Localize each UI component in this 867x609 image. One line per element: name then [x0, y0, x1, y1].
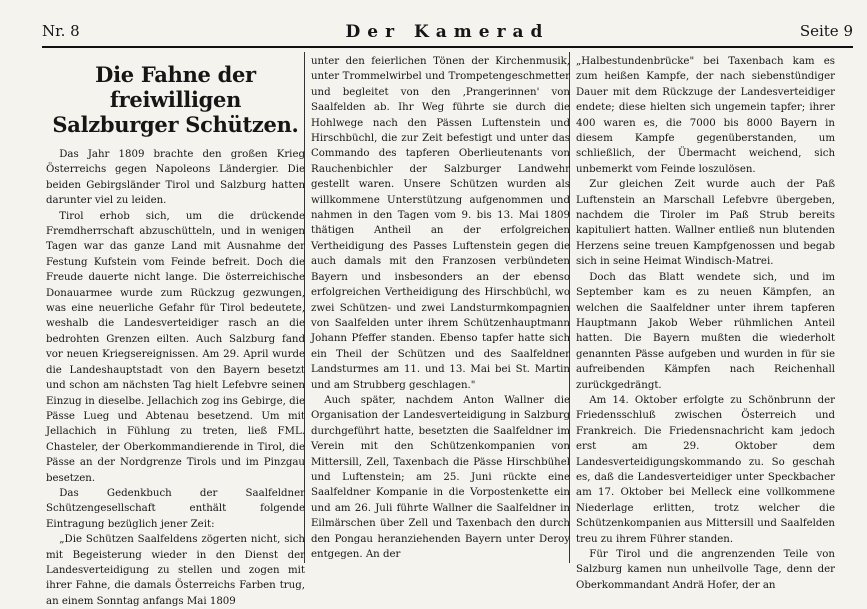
article-column-3 [576, 54, 835, 591]
paragraph: Das Jahr 1809 brachte den großen Krieg Österreichs gegen Napoleons Ländergier. Die beiden Gebirgsländer Tirol und Salzburg hatten darunter viel zu leiden. [46, 149, 305, 207]
article-title: Die Fahne der freiwilligen Salzburger Schützen. [52, 62, 299, 137]
masthead-title: Der Kamerad [345, 22, 550, 42]
paragraph: Das Gedenkbuch der Saalfeldner Schützengesellschaft enthält folgende Eintragung bezüglich jener Zeit: [46, 487, 305, 530]
page-header [42, 22, 853, 44]
paragraph: Tirol erhob sich, um die drückende Fremdherrschaft abzuschütteln, und in wenigen Tagen war das ganze Land mit Ausnahme der Festung Kufstein vom Feinde befreit. Doch die Freude dauerte nicht lange. Die österreichische Donauarmee wurde zum Rückzug gezwungen, was eine neuerliche Gefahr für Tirol bedeutete, weshalb die Landesverteidiger rasch an die bedrohten Grenzen eilten. Auch Salzburg fand vor neuen Kriegsereignissen. Am 29. April wurde die Landeshauptstadt von den Bayern besetzt und schon am nächsten Tag hielt Lefebvre seinen Einzug in dieselbe. Jellachich zog ins Gebirge, die Pässe Lueg und Abtenau besetzend. Um mit Jellachich in Fühlung zu treten, ließ FML. Chasteler, der Oberkommandierende in Tirol, die Pässe an der Nordgrenze Tirols und im Pinzgau besetzen. [46, 210, 305, 484]
paragraph: unter den feierlichen Tönen der Kirchenmusik, unter Trommelwirbel und Trompetengeschmetter und begleitet von den ‚Prangerinnen' von Saalfelden ab. Ihr Weg führte sie durch die Hohlwege nach den Pässen Luftenstein und Hirschbüchl, die zur Zeit befestigt und unter das Commando des tapferen Oberlieutenants von Rauchenbichler der Salzburger Landwehr gestellt waren. Unsere Schützen wurden als willkommene Unterstützung aufgenommen und nahmen in den Tagen vom 9. bis 13. Mai 1809 thätigen Antheil an der erfolgreichen Vertheidigung des Passes Luftenstein gegen die auch damals mit den Franzosen verbündeten Bayern und insbesonders an der ebenso erfolgreichen Vertheidigung des Hirschbüchl, wo zwei Schützen- und zwei Landsturmkompagnien von Saalfelden unter ihrem Schützenhauptmann Johann Pfeffer standen. Ebenso tapfer hatte sich ein Theil der Schützen und des Saalfeldner Landsturmes am 11. und 13. Mai bei St. Martin und am Strubberg geschlagen." [311, 56, 570, 391]
paragraph: „Die Schützen Saalfeldens zögerten nicht, sich mit Begeisterung wieder in den Dienst der Landesverteidigung zu stellen und zogen mit ihrer Fahne, die damals Österreichs Farben trug, an einem Sonntag anfangs Mai 1809 [46, 534, 305, 607]
article-column-2 [311, 54, 570, 563]
issue-number: Nr. 8 [42, 22, 80, 40]
paragraph: Am 14. Oktober erfolgte zu Schönbrunn der Friedensschluß zwischen Österreich und Frankreich. Die Friedensnachricht kam jedoch erst am 29. Oktober dem Landesverteidigungskommando zu. So geschah es, daß die Landesverteidiger unter Speckbacher am 17. Oktober bei Melleck eine vollkommene Niederlage erlitten, trotz welcher die Schützenkompanien aus Mittersill und Saalfelden treu zu ihrem Führer standen. [576, 394, 835, 545]
paragraph: Zur gleichen Zeit wurde auch der Paß Luftenstein an Marschall Lefebvre übergeben, nachdem die Tiroler im Paß Strub bereits kapituliert hatten. Wallner entließ nun blutenden Herzens seine treuen Kampfgenossen und begab sich in seine Heimat Windisch-Matrei. [576, 179, 835, 268]
paragraph: Für Tirol und die angrenzenden Teile von Salzburg kamen nun unheilvolle Tage, denn der Oberkommandant Andrä Hofer, der an [576, 549, 835, 591]
article-column-1 [46, 54, 305, 607]
paragraph: Auch später, nachdem Anton Wallner die Organisation der Landesverteidigung in Salzburg durchgeführt hatte, besetzten die Saalfeldner im Verein mit den Schützenkompanien von Mittersill, Zell, Taxenbach die Pässe Hirschbühel und Luftenstein; am 25. Juni rückte eine Saalfeldner Kompanie in die Vorpostenkette ein und am 26. Juli führte Wallner die Saalfeldner in Eilmärschen über Zell und Taxenbach den durch den Pongau heranziehenden Bayern unter Deroy entgegen. An der [311, 394, 570, 560]
page-number: Seite 9 [799, 22, 853, 40]
paragraph: Doch das Blatt wendete sich, und im September kam es zu neuen Kämpfen, an welchen die Saalfeldner unter ihrem tapferen Hauptmann Jakob Weber rühmlichen Anteil hatten. Die Bayern mußten die wiederholt genannten Pässe aufgeben und wurden in für sie aufreibenden Kämpfen nach Reichenhall zurückgedrängt. [576, 271, 835, 391]
header-rule [42, 46, 853, 48]
paragraph: „Halbestundenbrücke" bei Taxenbach kam es zum heißen Kampfe, der nach siebenstündiger Dauer mit dem Rückzuge der Landesverteidiger endete; diese hielten sich ungemein tapfer; ihrer 400 waren es, die 7000 bis 8000 Bayern in diesem Kampfe gegenüberstanden, um schließlich, der Übermacht weichend, sich unbemerkt vom Feinde loszulösen. [576, 56, 835, 175]
